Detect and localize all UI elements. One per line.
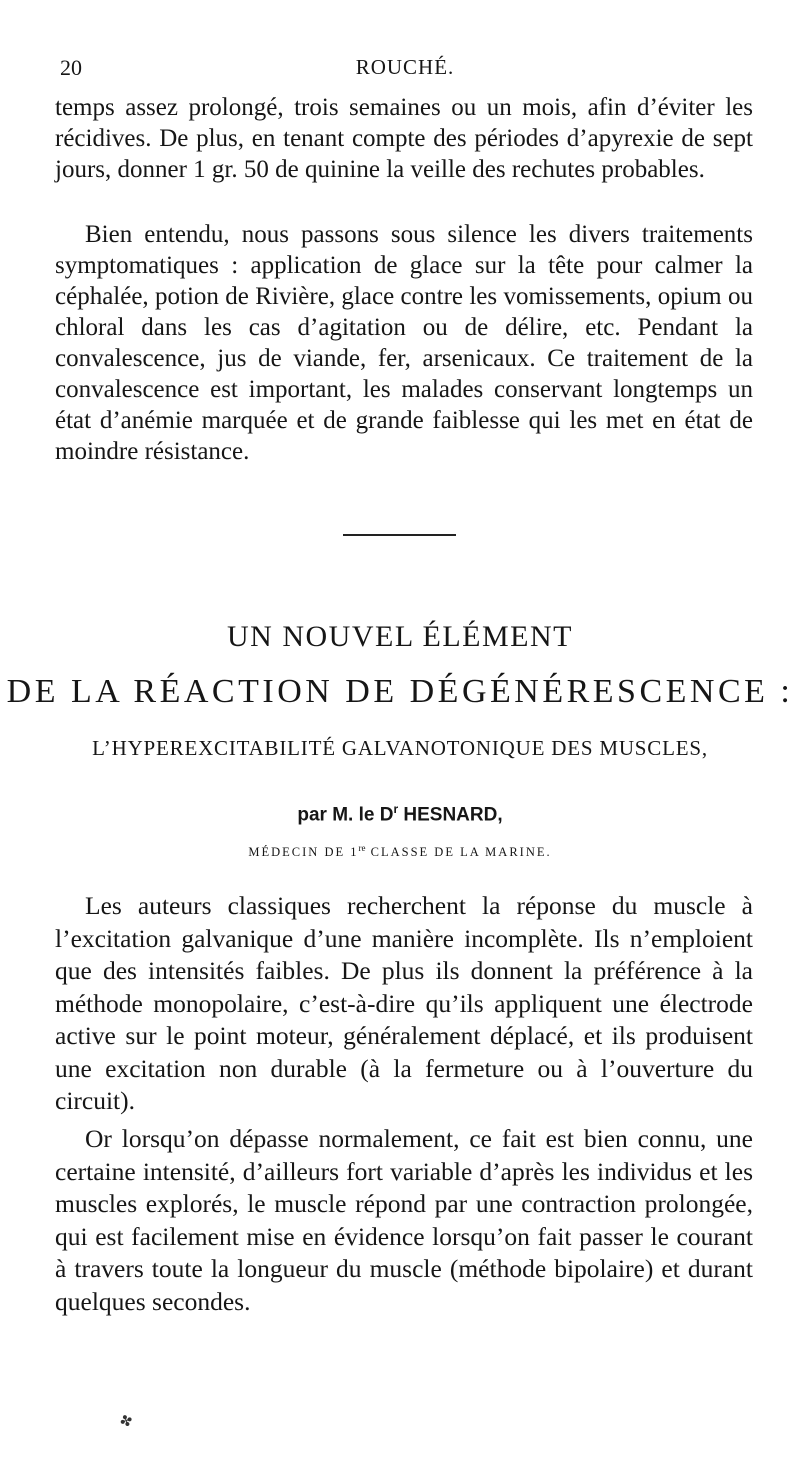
section-divider <box>343 534 456 536</box>
article-title-line2: DE LA RÉACTION DE DÉGÉNÉRESCENCE : <box>6 673 794 710</box>
ink-smudge-mark: ✤ <box>117 1410 136 1432</box>
article-subtitle: L’HYPEREXCITABILITÉ GALVANOTONIQUE DES MUSCLES, <box>92 736 708 760</box>
paragraph-treatments: Bien entendu, nous passons sous silence les divers traitements symptomatiques : application de glace sur la tête pour calmer la céphalée, potion de Rivière, glace contre les vomissements, opium ou chloral dans les cas d’agitation ou de délire, etc. Pendant la convalescence, jus de viande, fer, arsenicaux. Ce traitement de la convalescence est important, les malades conservant longtemps un état d’anémie marquée et de grande faiblesse qui les met en état de moindre résistance. <box>55 221 753 465</box>
affiliation-prefix: MÉDECIN DE 1 <box>248 845 359 860</box>
affiliation-suffix: CLASSE DE LA MARINE. <box>365 845 552 860</box>
running-title: ROUCHÉ. <box>355 55 455 79</box>
author-byline <box>0 802 800 826</box>
page-number: 20 <box>60 55 82 80</box>
author-name: HESNARD, <box>398 804 503 826</box>
byline-prefix: par M. le D <box>297 804 394 826</box>
author-affiliation <box>0 843 800 860</box>
page-header <box>60 55 750 85</box>
affiliation-sup: re <box>358 843 366 853</box>
article-title-line1: UN NOUVEL ÉLÉMENT <box>227 620 573 653</box>
paragraph-continuation: temps assez prolongé, trois semaines ou un mois, afin d’éviter les récidives. De plus, en tenant compte des périodes d’apyrexie de sept jours, donner 1 gr. 50 de quinine la veille des rechutes probables. <box>55 94 753 183</box>
paragraph-prolonged-contraction: Or lorsqu’on dépasse normalement, ce fait est bien connu, une certaine intensité, d’ailleurs fort variable d’après les individus et les muscles explorés, le muscle répond par une contraction prolongée, qui est facilement mise en évidence lorsqu’on fait passer le courant à travers toute la longueur du muscle (méthode bipolaire) et durant quelques secondes. <box>55 1124 753 1316</box>
byline-sup: r <box>393 802 399 816</box>
paragraph-classic-authors: Les auteurs classiques recherchent la réponse du muscle à l’excitation galvanique d’une manière incomplète. Ils n’emploient que des intensités faibles. De plus ils donnent la préférence à la méthode monopolaire, c’est-à-dire qu’ils appliquent une électrode active sur le point moteur, généralement déplacé, et ils produisent une excitation non durable (à la fermeture ou à l’ouverture du circuit). <box>55 891 753 1115</box>
